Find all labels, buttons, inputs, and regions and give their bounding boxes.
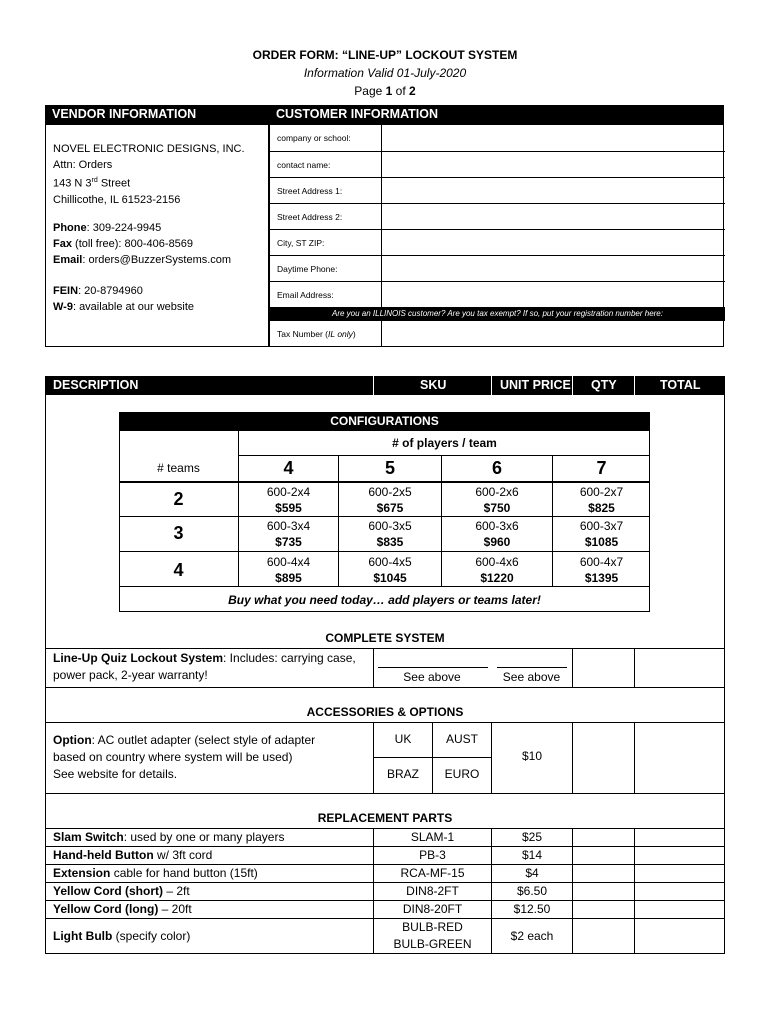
adapter-aust[interactable]: AUST [445,732,478,746]
players-5: 5 [384,458,395,478]
teams-label: # teams [157,461,200,475]
vendor-tax: FEIN: 20-8794960 W-9: available at our website [53,285,195,313]
configurations-footer: Buy what you need today… add players or teams later! [228,593,541,607]
replacement-title: REPLACEMENT PARTS [317,811,453,825]
col-total: TOTAL [660,378,701,392]
accessories-title: ACCESSORIES & OPTIONS [306,705,464,719]
part-name: Yellow Cord (short) – 2ft [53,884,190,898]
part-price: $2 each [510,929,554,943]
config-cell: 600-2x5 $675 [368,485,412,515]
config-cell: 600-3x7 $1085 [579,519,624,549]
part-sku: RCA-MF-15 [400,866,465,880]
customer-row[interactable] [270,229,725,255]
config-cell: 600-2x6 $750 [475,485,519,515]
adapter-price: $10 [521,749,543,763]
players-label: # of players / team [392,436,497,450]
complete-system-price: See above [502,670,561,684]
complete-system-desc: Line-Up Quiz Lockout System: Includes: carrying case, power pack, 2-year warranty! [53,651,356,682]
vendor-box [45,105,269,347]
field-label: City, ST ZIP: [270,230,382,255]
customer-heading: CUSTOMER INFORMATION [269,105,724,125]
part-name: Slam Switch: used by one or many players [53,830,285,844]
part-price: $25 [521,830,543,844]
form-title: ORDER FORM: “LINE-UP” LOCKOUT SYSTEM [252,48,518,62]
part-name: Yellow Cord (long) – 20ft [53,902,192,916]
accessories-desc: Option: AC outlet adapter (select style of adapter based on country where system will be used) See website for details. [53,733,316,781]
players-6: 6 [491,458,502,478]
config-cell: 600-4x5 $1045 [368,555,412,585]
vendor-heading: VENDOR INFORMATION [45,105,269,125]
vendor-contact: Phone: 309-224-9945 Fax (toll free): 800-406-8569 Email: orders@BuzzerSystems.com [53,222,232,266]
part-name: Light Bulb (specify color) [53,929,191,943]
part-sku: DIN8-20FT [402,902,463,916]
customer-row[interactable] [270,203,725,229]
part-price: $14 [521,848,543,862]
adapter-braz[interactable]: BRAZ [386,767,419,781]
part-price: $4 [525,866,539,880]
complete-system-title: COMPLETE SYSTEM [325,631,445,645]
page-indicator: Page 1 of 2 [354,84,416,98]
customer-row[interactable] [270,177,725,203]
field-label: Street Address 1: [270,178,382,203]
part-sku: SLAM-1 [410,830,455,844]
customer-row[interactable] [270,281,725,307]
config-cell: 600-4x7 $1395 [579,555,624,585]
illinois-note: Are you an ILLINOIS customer? Are you tax exempt? If so, put your registration number here: [270,307,725,320]
col-qty: QTY [591,378,617,392]
col-description: DESCRIPTION [53,378,139,392]
players-7: 7 [596,458,607,478]
complete-system-sku: See above [403,670,461,684]
part-sku: PB-3 [419,848,446,862]
customer-row[interactable] [270,255,725,281]
field-label: Street Address 2: [270,204,382,229]
tax-number-row[interactable] [270,320,725,346]
col-sku: SKU [420,378,447,392]
teams-4: 4 [173,560,184,580]
config-cell: 600-4x4 $895 [266,555,311,585]
adapter-uk[interactable]: UK [394,732,412,746]
configurations-title: CONFIGURATIONS [119,412,650,431]
customer-row[interactable] [270,125,725,151]
field-label: Daytime Phone: [270,256,382,281]
config-cell: 600-3x5 $835 [368,519,412,549]
customer-box [269,105,724,347]
config-cell: 600-4x6 $1220 [475,555,519,585]
qty-input[interactable] [573,649,634,687]
vendor-address: NOVEL ELECTRONIC DESIGNS, INC. Attn: Orders 143 N 3rd Street Chillicothe, IL 61523-2156 [53,143,245,206]
field-label: Email Address: [270,282,382,307]
config-cell: 600-3x4 $735 [266,519,311,549]
adapter-euro[interactable]: EURO [444,767,480,781]
valid-date: Information Valid 01-July-2020 [303,66,467,80]
part-price: $6.50 [516,884,548,898]
teams-2: 2 [173,489,184,509]
config-cell: 600-2x7 $825 [579,485,624,515]
part-name: Extension cable for hand button (15ft) [53,866,258,880]
field-label: company or school: [270,125,382,151]
part-price: $12.50 [513,902,551,916]
players-4: 4 [283,458,294,478]
tax-number-label: Tax Number ( IL only ) [270,321,382,346]
config-cell: 600-3x6 $960 [475,519,519,549]
col-unit-price: UNIT PRICE [500,378,571,392]
teams-3: 3 [173,523,184,543]
part-sku: BULB-RED BULB-GREEN [393,920,472,951]
part-name: Hand-held Button w/ 3ft cord [53,848,213,862]
field-label: contact name: [270,152,382,177]
part-sku: DIN8-2FT [406,884,459,898]
config-cell: 600-2x4 $595 [266,485,311,515]
customer-row[interactable] [270,151,725,177]
